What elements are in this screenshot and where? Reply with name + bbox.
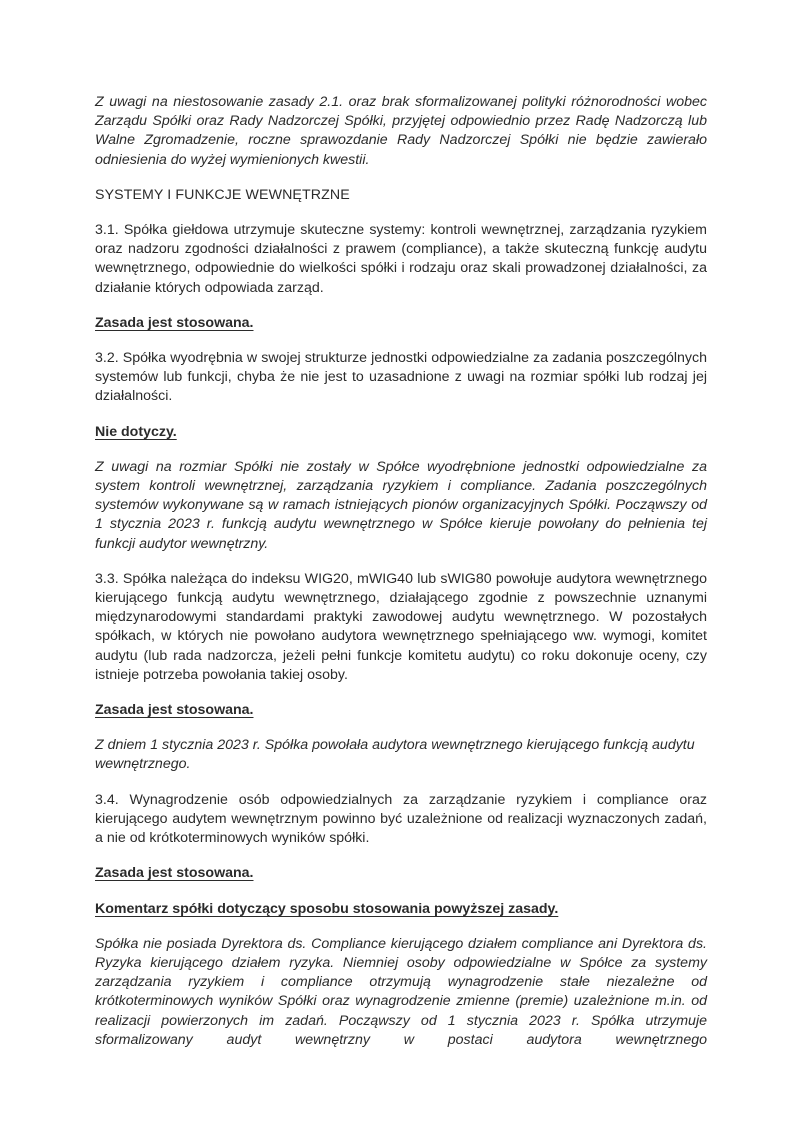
- principle-3-1-status: Zasada jest stosowana.: [95, 314, 254, 331]
- principle-3-4-status: Zasada jest stosowana.: [95, 865, 254, 882]
- principle-3-4-text: 3.4. Wynagrodzenie osób odpowiedzialnych za zarządzanie ryzykiem i compliance oraz kierującego audytem wewnętrznym powinno być uzależnione od realizacji wyznaczonych zadań, a nie od krótkoterminowych wyników spółki.: [95, 791, 707, 847]
- principle-3-2-text: 3.2. Spółka wyodrębnia w swojej strukturze jednostki odpowiedzialne za zadania poszczególnych systemów lub funkcji, chyba że nie jest to uzasadnione z uwagi na rozmiar spółki lub rodzaj jej działalności.: [95, 350, 707, 405]
- document-page: [95, 93, 707, 1066]
- principle-3-2-status: Nie dotyczy.: [95, 423, 177, 440]
- principle-3-3-status: Zasada jest stosowana.: [95, 702, 254, 719]
- principle-3-4-comment-heading: Komentarz spółki dotyczący sposobu stosowania powyższej zasady.: [95, 900, 559, 917]
- principle-3-2-comment: Z uwagi na rozmiar Spółki nie zostały w Spółce wyodrębnione jednostki odpowiedzialne za system kontroli wewnętrznej, zarządzania ryzykiem i compliance. Zadania poszczególnych systemów wykonywane są w ramach istniejących pionów organizacyjnych Spółki. Począwszy od 1 stycznia 2023 r. funkcją audytu wewnętrznego w Spółce kieruje powołany do pełnienia tej funkcji audytor wewnętrzny.: [95, 458, 707, 552]
- intro-paragraph: Z uwagi na niestosowanie zasady 2.1. oraz brak sformalizowanej polityki różnorodności wobec Zarządu Spółki oraz Rady Nadzorczej Spółki, przyjętej odpowiednio przez Radę Nadzorczą lub Walne Zgromadzenie, roczne sprawozdanie Rady Nadzorczej Spółki nie będzie zawierało odniesienia do wyżej wymienionych kwestii.: [95, 94, 707, 168]
- principle-3-4-comment: Spółka nie posiada Dyrektora ds. Compliance kierującego działem compliance ani Dyrektora ds. Ryzyka kierującego działem ryzyka. Niemniej osoby odpowiedzialne w Spółce za systemy zarządzania ryzykiem i compliance otrzymują wynagrodzenie stałe niezależne od krótkoterminowych wyników Spółki oraz wynagrodzenie zmienne (premie) uzależnione m.in. od realizacji powierzonych im zadań. Począwszy od 1 stycznia 2023 r. Spółka utrzymuje sformalizowany audyt wewnętrzny w postaci audytora wewnętrznego: [95, 935, 707, 1048]
- principle-3-1-text: 3.1. Spółka giełdowa utrzymuje skuteczne systemy: kontroli wewnętrznej, zarządzania ryzykiem oraz nadzoru zgodności działalności z prawem (compliance), a także skuteczną funkcję audytu wewnętrznego, odpowiednie do wielkości spółki i rodzaju oraz skali prowadzonej działalności, za działanie których odpowiada zarząd.: [95, 222, 707, 296]
- section-heading: SYSTEMY I FUNKCJE WEWNĘTRZNE: [95, 186, 350, 203]
- principle-3-3-text: 3.3. Spółka należąca do indeksu WIG20, mWIG40 lub sWIG80 powołuje audytora wewnętrznego kierującego funkcją audytu wewnętrznego, działającego zgodnie z powszechnie uznanymi międzynarodowymi standardami praktyki zawodowej audytu wewnętrznego. W pozostałych spółkach, w których nie powołano audytora wewnętrznego spełniającego ww. wymogi, komitet audytu (lub rada nadzorcza, jeżeli pełni funkcje komitetu audytu) co roku dokonuje oceny, czy istnieje potrzeba powołania takiej osoby.: [95, 570, 707, 683]
- principle-3-3-comment: Z dniem 1 stycznia 2023 r. Spółka powołała audytora wewnętrznego kierującego funkcją audytu wewnętrznego.: [95, 737, 695, 773]
